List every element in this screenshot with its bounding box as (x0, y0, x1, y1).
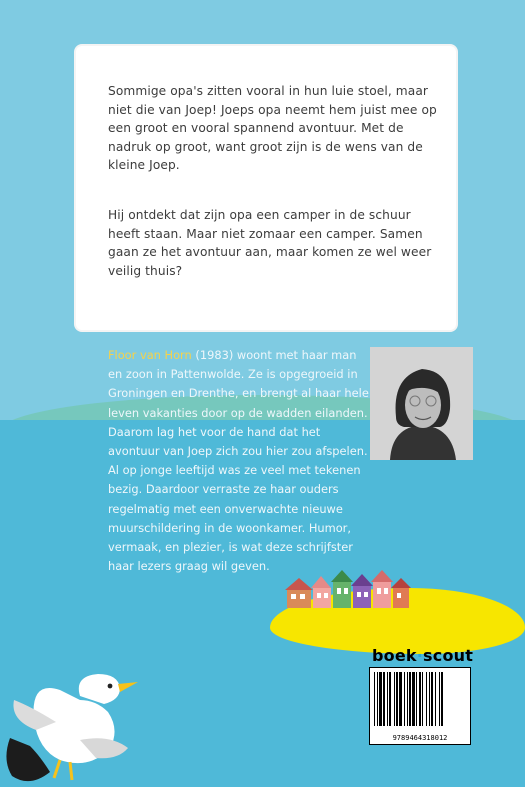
author-name: Floor van Horn (108, 348, 192, 362)
barcode-bar (383, 672, 385, 726)
isbn-barcode (369, 667, 471, 745)
barcode-bar (396, 672, 398, 726)
barcode-bar (389, 672, 391, 726)
barcode-bar (439, 672, 440, 726)
publisher-logo (372, 646, 473, 665)
barcode-bar (374, 672, 375, 726)
barcode-bar (387, 672, 388, 726)
seagull-illustration (0, 660, 160, 787)
barcode-bar (407, 672, 408, 726)
houses-illustration (285, 568, 425, 612)
logo-text-boek: boek (372, 646, 417, 665)
logo-dot: · (416, 646, 424, 665)
barcode-bar (431, 672, 433, 726)
logo-text-scout: scout (423, 646, 474, 665)
barcode-bars (370, 668, 470, 730)
barcode-bar (426, 672, 427, 726)
barcode-bar (422, 672, 423, 726)
author-bio (108, 346, 373, 576)
barcode-bar (377, 672, 378, 726)
barcode-bar (416, 672, 417, 726)
barcode-bar (399, 672, 402, 726)
blurb-box (76, 46, 456, 330)
barcode-bar (412, 672, 415, 726)
isbn-number: 9789464318012 (392, 734, 448, 742)
barcode-bar (429, 672, 430, 726)
author-bio-text: (1983) woont met haar man en zoon in Pattenwolde. Ze is opgegroeid in Groningen en Drenthe, en brengt al haar hele leven vakanties door op de wadden eilanden. Daarom lag het voor de hand dat het avontuur van Joep zich zou hier zou afspelen. Al op jonge leeftijd was ze veel met tekenen bezig. Daardoor verraste ze haar ouders regelmatig met een onverwachte nieuwe muurschildering in de woonkamer. Humor, vermaak, en plezier, is wat deze schrijfster haar lezers graag wil geven. (108, 348, 369, 574)
barcode-bar (435, 672, 436, 726)
barcode-bar (404, 672, 405, 726)
blurb-paragraph-2: Hij ontdekt dat zijn opa een camper in de schuur heeft staan. Maar niet zomaar een camper. Samen gaan ze het avontuur aan, maar komen ze wel weer veilig thuis? (108, 208, 432, 278)
barcode-bar (419, 672, 421, 726)
author-photo (370, 347, 473, 460)
barcode-bar (441, 672, 443, 726)
barcode-bar (379, 672, 382, 726)
blurb-paragraph-1: Sommige opa's zitten vooral in hun luie stoel, maar niet die van Joep! Joeps opa neemt hem juist mee op een groot en vooral spannend avontuur. Met de nadruk op groot, want groot zijn is de wens van de kleine Joep. (108, 84, 437, 172)
barcode-bar (394, 672, 395, 726)
barcode-bar (409, 672, 411, 726)
